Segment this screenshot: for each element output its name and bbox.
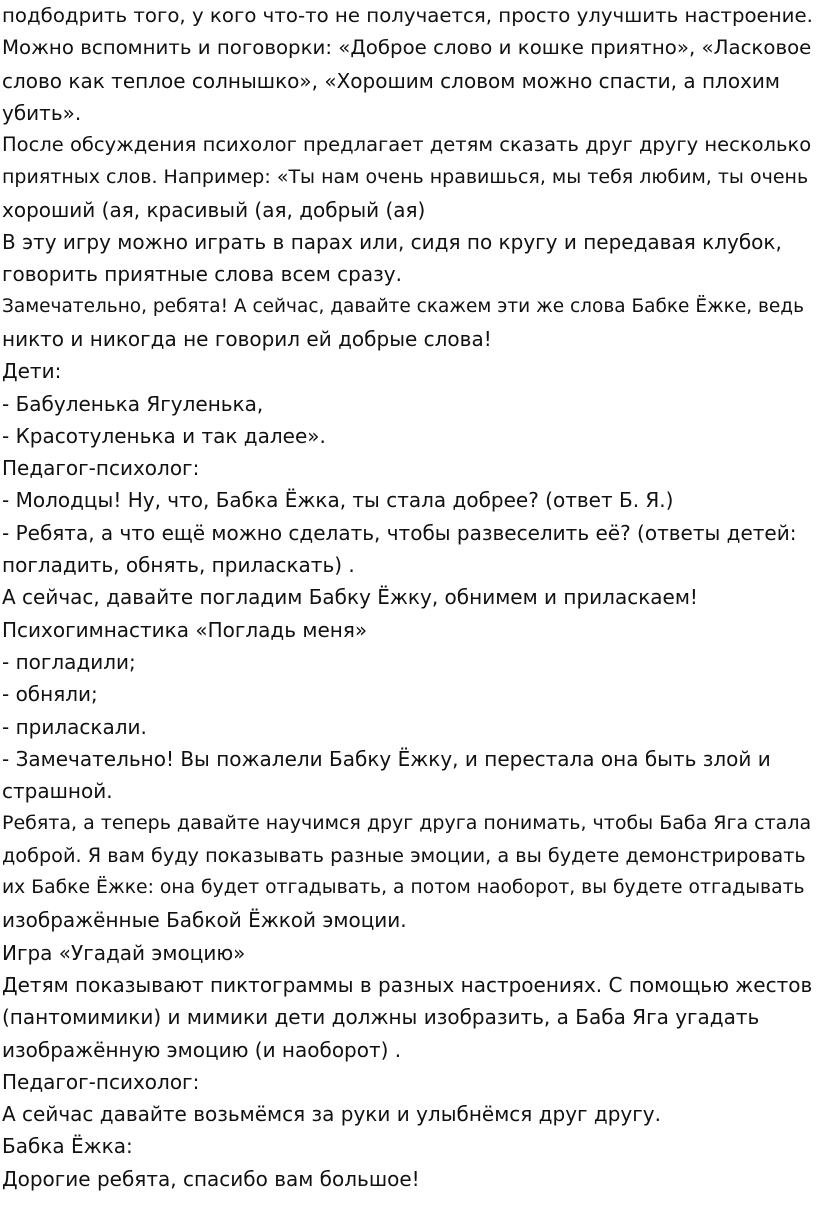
- text-line: убить».: [2, 100, 82, 125]
- text-line: В эту игру можно играть в парах или, сидя по кругу и передавая клубок,: [2, 230, 782, 255]
- text-line: Замечательно, ребята! А сейчас, давайте скажем эти же слова Бабке Ёжке, ведь: [2, 295, 804, 317]
- text-line: - обняли;: [2, 682, 98, 707]
- text-line: слово как теплое солнышко», «Хорошим словом можно спасти, а плохим: [2, 68, 780, 93]
- text-line: Ребята, а теперь давайте научимся друг друга понимать, чтобы Баба Яга стала: [2, 812, 812, 835]
- text-line: - Красотуленька и так далее».: [2, 423, 326, 448]
- text-line: А сейчас давайте возьмёмся за руки и улыбнёмся друг другу.: [2, 1102, 661, 1127]
- text-line: Детям показывают пиктограммы в разных настроениях. С помощью жестов: [2, 972, 813, 997]
- text-line: - Молодцы! Ну, что, Бабка Ёжка, ты стала добрее? (ответ Б. Я.): [2, 488, 674, 513]
- text-line: никто и никогда не говорил ей добрые слова!: [2, 326, 492, 351]
- text-line: их Бабке Ёжке: она будет отгадывать, а потом наоборот, вы будете отгадывать: [2, 877, 805, 899]
- text-line: погладить, обнять, приласкать) .: [2, 553, 355, 578]
- text-line: говорить приятные слова всем сразу.: [2, 262, 402, 287]
- speaker-label: Дети:: [2, 359, 62, 384]
- text-line: доброй. Я вам буду показывать разные эмоции, а вы будете демонстрировать: [2, 843, 806, 867]
- text-line: изображённую эмоцию (и наоборот) .: [2, 1037, 402, 1062]
- activity-title: Психогимнастика «Погладь меня»: [2, 617, 368, 642]
- text-line: подбодрить того, у кого что-то не получается, просто улучшить настроение.: [2, 4, 813, 27]
- text-line: изображённые Бабкой Ёжкой эмоции.: [2, 908, 407, 933]
- text-line: (пантомимики) и мимики дети должны изобразить, а Баба Яга угадать: [2, 1005, 760, 1030]
- text-line: - Ребята, а что ещё можно сделать, чтобы развеселить её? (ответы детей:: [2, 520, 797, 545]
- text-line: - погладили;: [2, 649, 136, 674]
- text-line: Можно вспомнить и поговорки: «Доброе слово и кошке приятно», «Ласковое: [2, 36, 812, 60]
- text-line: страшной.: [2, 779, 113, 804]
- text-line: После обсуждения психолог предлагает детям сказать друг другу несколько: [2, 133, 812, 157]
- speaker-label: Бабка Ёжка:: [2, 1134, 133, 1159]
- document-page: [2, 0, 814, 1195]
- text-line: - приласкали.: [2, 714, 147, 739]
- speaker-label: Педагог-психолог:: [2, 456, 200, 481]
- activity-title: Игра «Угадай эмоцию»: [2, 940, 246, 965]
- text-line: Дорогие ребята, спасибо вам большое!: [2, 1166, 420, 1191]
- speaker-label: Педагог-психолог:: [2, 1069, 200, 1094]
- text-line: приятных слов. Например: «Ты нам очень нравишься, мы тебя любим, ты очень: [2, 166, 809, 189]
- text-line: - Бабуленька Ягуленька,: [2, 391, 264, 416]
- text-line: хороший (ая, красивый (ая, добрый (ая): [2, 197, 426, 222]
- text-line: - Замечательно! Вы пожалели Бабку Ёжку, и перестала она быть злой и: [2, 746, 771, 771]
- text-line: А сейчас, давайте погладим Бабку Ёжку, обнимем и приласкаем!: [2, 585, 698, 610]
